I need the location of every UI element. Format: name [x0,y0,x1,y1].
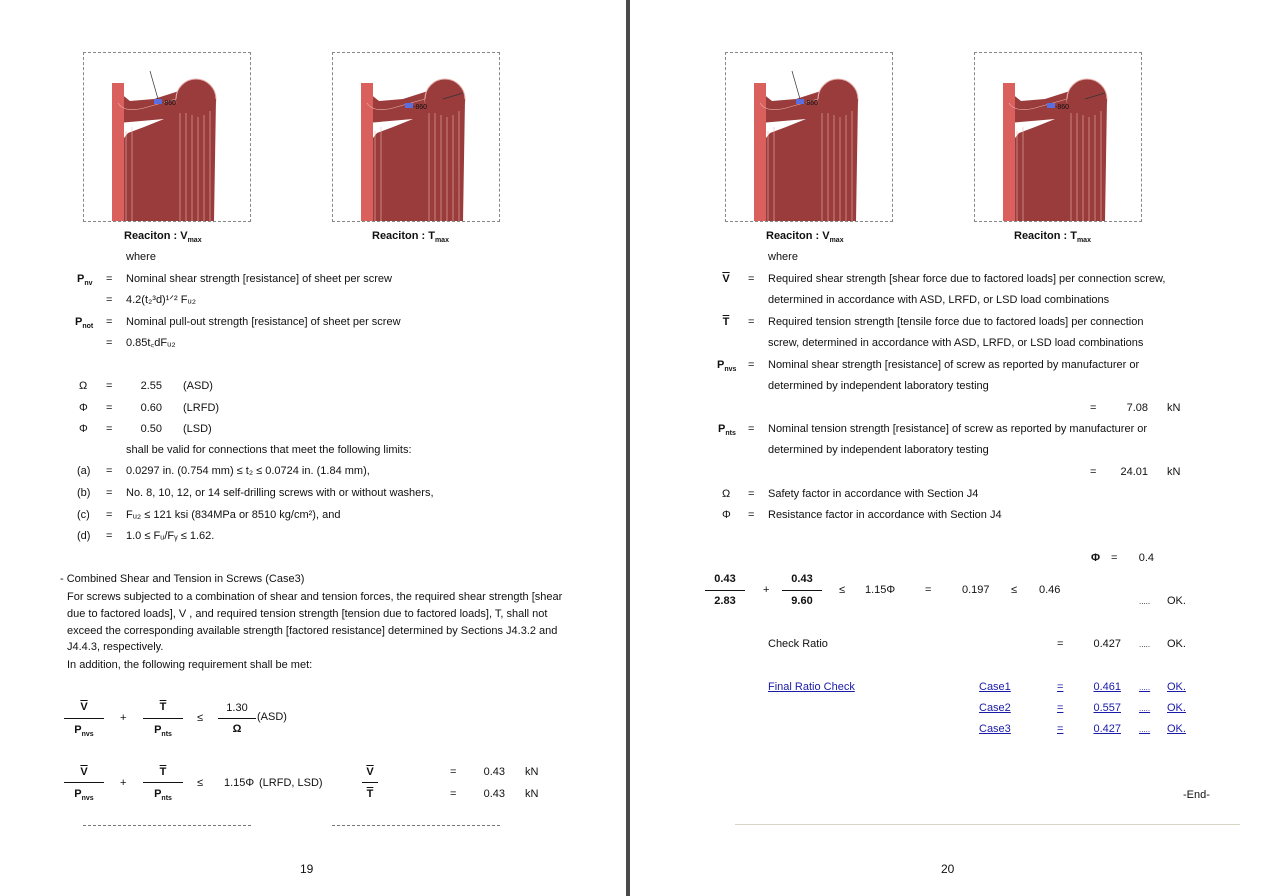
def-eq: = [748,423,755,435]
final-case3-link[interactable]: Case3 [979,723,1011,735]
model-render [84,53,250,221]
reaction-tmax-figure [332,52,500,222]
check-d1: 2.83 [714,595,736,607]
value-t: 0.43 [483,788,505,800]
check-ratio-ok: OK. [1167,638,1186,650]
pnts-eq: = [1090,466,1097,478]
pnvs-unit: kN [1167,402,1181,414]
def-text: Nominal shear strength [resistance] of screw as reported by manufacturer or [768,359,1140,371]
pnts-value: 24.01 [1120,466,1148,478]
factor-eq: = [106,423,113,435]
def-eq: = [748,316,755,328]
def-symbol: $P_{nvs}$ [717,359,737,374]
where-label: where [768,251,798,263]
factor-value: 2.55 [140,380,162,392]
figure-caption-tmax: Reaciton : $T_{max}$ [1014,230,1091,245]
final-case2-link[interactable]: Case2 [979,702,1011,714]
factor-note: (ASD) [183,380,213,392]
paragraph-line: In addition, the following requirement shall be met: [67,659,313,671]
plus-sign: + [120,777,127,789]
le-sign: ≤ [839,584,846,596]
fraction-bar [362,782,378,783]
def-text: Safety factor in accordance with Section J4 [768,488,979,500]
def-text: determined by independent laboratory testing [768,380,989,392]
value-v: 0.43 [483,766,505,778]
fraction-bar [218,718,256,719]
def-text: Nominal pull-out strength [resistance] of sheet per screw [126,316,401,328]
final-case3-ok: OK. [1167,723,1186,735]
eq1-rhs-numerator: 1.30 [226,702,248,714]
figure-label: -860 [162,100,177,107]
final-eq: = [1057,702,1064,714]
divider-line [83,825,251,826]
where-label: where [126,251,156,263]
def-symbol: $P_{nts}$ [718,423,736,438]
limit-text: Fᵤ₂ ≤ 121 ksi (834MPa or 8510 kg/cm²), and [126,509,341,521]
check-limit: 0.46 [1039,584,1061,596]
limit-eq: = [106,509,113,521]
factor-value: 0.60 [140,402,162,414]
fraction-bar [705,590,745,591]
check-eq: = [925,584,932,596]
check-n2: 0.43 [791,573,813,585]
def-symbol: Φ [722,509,731,521]
def-symbol: $\overline{T}$ [722,316,730,328]
page-19 [0,0,626,896]
check-ratio-dots: ..... [1139,640,1151,649]
final-dots: ..... [1139,704,1151,713]
value-unit: kN [525,788,539,800]
page-number: 20 [941,862,955,876]
def-eq: = [106,273,113,285]
factor-eq: = [106,402,113,414]
limit-text: No. 8, 10, 12, or 14 self-drilling screws with or without washers, [126,487,434,499]
pnvs-value: 7.08 [1126,402,1148,414]
le-sign: ≤ [197,777,204,789]
def-text: Required shear strength [shear force due to factored loads] per connection screw, [768,273,1166,285]
final-case1-link[interactable]: Case1 [979,681,1011,693]
section-title: - Combined Shear and Tension in Screws (Case3) [60,573,305,585]
end-marker: -End- [1183,789,1210,801]
eq1-denominator: $P_{nts}$ [154,724,172,739]
final-case1-value: 0.461 [1093,681,1121,693]
def-text: determined in accordance with ASD, LRFD, or LSD load combinations [768,294,1110,306]
final-dots: ..... [1139,725,1151,734]
final-ratio-check-link[interactable]: Final Ratio Check [768,681,855,693]
divider-line [332,825,500,826]
factor-value: 0.50 [140,423,162,435]
reaction-vmax-figure [83,52,251,222]
le-sign: ≤ [197,712,204,724]
value-symbol-t: $\overline{T}$ [366,788,374,800]
phi-eq: = [1111,552,1118,564]
final-case1-ok: OK. [1167,681,1186,693]
figure-label: -860 [413,104,428,111]
def-text: Nominal tension strength [resistance] of screw as reported by manufacturer or [768,423,1148,435]
check-d2: 9.60 [791,595,813,607]
paragraph-line: For screws subjected to a combination of shear and tension forces, the required shear strength [shear [67,591,563,603]
def-text: determined by independent laboratory testing [768,444,989,456]
check-value: 0.197 [962,584,990,596]
def-eq: = [106,316,113,328]
fraction-bar [782,590,822,591]
factor-note: (LRFD) [183,402,220,414]
def-text: Resistance factor in accordance with Section J4 [768,509,1002,521]
value-unit: kN [525,766,539,778]
fraction-bar [64,718,104,719]
factor-eq: = [106,380,113,392]
factor-symbol: Ω [79,380,88,392]
limit-tag: (b) [77,487,91,499]
final-eq: = [1057,681,1064,693]
check-rhs: 1.15Φ [865,584,896,596]
value-eq: = [450,766,457,778]
def-eq: = [106,337,113,349]
final-case2-ok: OK. [1167,702,1186,714]
eq2-numerator-t: $\overline{T}$ [159,766,167,778]
value-symbol-v: $\overline{V}$ [366,766,374,778]
eq1-denominator: $P_{nvs}$ [74,724,94,739]
phi-value: 0.4 [1138,552,1154,564]
limit-eq: = [106,530,113,542]
figure-label: -860 [1055,104,1070,111]
def-eq: = [748,488,755,500]
check-dots: ..... [1139,597,1151,606]
def-formula: 0.85t꜀dFᵤ₂ [126,337,176,349]
le-sign: ≤ [1011,584,1018,596]
pnts-unit: kN [1167,466,1181,478]
model-render [333,53,499,221]
reaction-vmax-figure [725,52,893,222]
pnvs-eq: = [1090,402,1097,414]
def-formula: 4.2(t₂³d)¹ᐟ² Fᵤ₂ [126,294,196,306]
footer-rule [735,824,1240,825]
eq2-denominator: $P_{nts}$ [154,788,172,803]
def-text: Required tension strength [tensile force due to factored loads] per connection [768,316,1144,328]
limit-text: 1.0 ≤ Fᵤ/Fᵧ ≤ 1.62. [126,530,215,542]
final-eq: = [1057,723,1064,735]
def-eq: = [106,294,113,306]
eq1-rhs-denominator: Ω [232,723,242,735]
def-symbol: $P_{nv}$ [77,273,93,288]
limit-tag: (d) [77,530,91,542]
figure-caption-tmax: Reaciton : $T_{max}$ [372,230,449,245]
phi-symbol: Φ [1091,552,1101,564]
figure-caption-vmax: Reaciton : $V_{max}$ [124,230,202,245]
factor-symbol: Φ [79,423,88,435]
factor-note: (LSD) [183,423,212,435]
eq1-note: (ASD) [257,711,287,723]
check-n1: 0.43 [714,573,736,585]
value-eq: = [450,788,457,800]
paragraph-line: J4.4.3, respectively. [67,641,164,653]
reaction-tmax-figure [974,52,1142,222]
figure-caption-vmax: Reaciton : $V_{max}$ [766,230,844,245]
plus-sign: + [120,712,127,724]
limits-intro: shall be valid for connections that meet the following limits: [126,444,412,456]
factor-symbol: Φ [79,402,88,414]
limit-eq: = [106,487,113,499]
def-eq: = [748,273,755,285]
model-render [726,53,892,221]
paragraph-line: exceed the corresponding available strength [factored resistance] determined by Sections J4.3.2 and [67,625,558,637]
limit-text: 0.0297 in. (0.754 mm) ≤ t₂ ≤ 0.0724 in. (1.84 mm), [126,465,370,477]
def-symbol: $\overline{V}$ [722,273,730,285]
final-case2-value: 0.557 [1093,702,1121,714]
fraction-bar [64,782,104,783]
check-ratio-value: 0.427 [1093,638,1121,650]
eq2-denominator: $P_{nvs}$ [74,788,94,803]
check-ok: OK. [1167,595,1186,607]
final-dots: ..... [1139,683,1151,692]
final-case3-value: 0.427 [1093,723,1121,735]
def-symbol: $P_{not}$ [75,316,94,331]
fraction-bar [143,782,183,783]
plus-sign: + [763,584,770,596]
def-text: screw, determined in accordance with ASD, LRFD, or LSD load combinations [768,337,1144,349]
eq2-numerator-v: $\overline{V}$ [80,766,88,778]
fraction-bar [143,718,183,719]
limit-eq: = [106,465,113,477]
figure-label: -860 [804,100,819,107]
eq1-numerator-t: $\overline{T}$ [159,701,167,713]
limit-tag: (c) [77,509,90,521]
def-eq: = [748,509,755,521]
eq2-note: (LRFD, LSD) [259,777,323,789]
check-ratio-eq: = [1057,638,1064,650]
page-number: 19 [300,862,314,876]
page-20 [630,0,1263,896]
def-text: Nominal shear strength [resistance] of sheet per screw [126,273,392,285]
paragraph-line: due to factored loads], V , and required tension strength [tension due to factored loads], T, shall not [67,608,548,620]
check-ratio-label: Check Ratio [768,638,828,650]
def-eq: = [748,359,755,371]
eq1-numerator-v: $\overline{V}$ [80,701,88,713]
def-symbol: Ω [722,488,731,500]
limit-tag: (a) [77,465,91,477]
model-render [975,53,1141,221]
eq2-rhs: 1.15Φ [224,777,255,789]
